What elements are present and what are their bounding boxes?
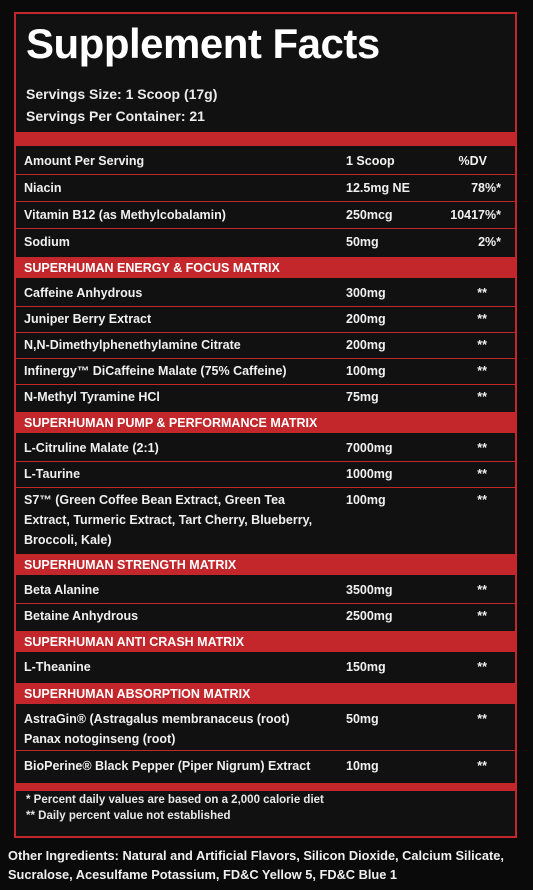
ingredient-amount: 250mcg	[346, 208, 393, 222]
table-row	[16, 603, 515, 629]
divider	[16, 750, 515, 751]
ingredient-name: N-Methyl Tyramine HCl	[24, 390, 160, 404]
ingredient-dv: **	[477, 364, 487, 378]
ingredient-name: S7™ (Green Coffee Bean Extract, Green Tea Extract, Turmeric Extract, Tart Cherry, Blueberry, Broccoli, Kale)	[24, 493, 313, 547]
ingredient-name: Sodium	[24, 235, 70, 249]
ingredient-name: N,N-Dimethylphenethylamine Citrate	[24, 338, 241, 352]
ingredient-dv: 78%*	[471, 181, 501, 195]
matrix-title: SUPERHUMAN ANTI CRASH MATRIX	[24, 635, 245, 649]
table-row	[16, 384, 515, 410]
table-row	[16, 202, 515, 228]
table-row	[16, 358, 515, 384]
ingredient-name: Niacin	[24, 181, 62, 195]
ingredient-name: Betaine Anhydrous	[24, 609, 139, 623]
ingredient-amount: 12.5mg NE	[346, 181, 410, 195]
ingredient-amount: 1000mg	[346, 467, 393, 481]
matrix-title: SUPERHUMAN ABSORPTION MATRIX	[24, 687, 251, 701]
ingredient-name: BioPerine® Black Pepper (Piper Nigrum) Extract	[24, 759, 311, 773]
table-row	[16, 706, 515, 750]
table-row	[16, 753, 515, 779]
ingredient-amount: 50mg	[346, 712, 379, 726]
servings-size: Servings Size: 1 Scoop (17g)	[26, 86, 218, 102]
ingredient-amount: 100mg	[346, 364, 386, 378]
matrix-title: SUPERHUMAN PUMP & PERFORMANCE MATRIX	[24, 416, 318, 430]
ingredient-dv: **	[477, 390, 487, 404]
thick-divider	[16, 783, 515, 791]
table-row	[16, 654, 515, 680]
table-row	[16, 435, 515, 461]
header-dv: %DV	[458, 154, 487, 168]
ingredient-amount: 10mg	[346, 759, 379, 773]
table-row	[16, 306, 515, 332]
ingredient-dv: **	[477, 441, 487, 455]
ingredient-dv: **	[477, 286, 487, 300]
ingredient-amount: 3500mg	[346, 583, 393, 597]
table-row	[16, 175, 515, 201]
matrix-title: SUPERHUMAN STRENGTH MATRIX	[24, 558, 237, 572]
ingredient-name: AstraGin® (Astragalus membranaceus (root) Panax notoginseng (root)	[24, 712, 290, 746]
table-row	[16, 577, 515, 603]
matrix-header-energy	[16, 257, 515, 278]
ingredient-dv: **	[477, 759, 487, 773]
ingredient-amount: 7000mg	[346, 441, 393, 455]
ingredient-amount: 200mg	[346, 312, 386, 326]
ingredient-dv: 2%*	[478, 235, 501, 249]
header-label: Amount Per Serving	[24, 154, 145, 168]
table-row	[16, 461, 515, 487]
ingredient-dv: **	[477, 583, 487, 597]
ingredient-dv: 10417%*	[450, 208, 501, 222]
servings-per-container: Servings Per Container: 21	[26, 108, 205, 124]
matrix-header-anticrash	[16, 631, 515, 652]
ingredient-amount: 300mg	[346, 286, 386, 300]
table-row	[16, 332, 515, 358]
matrix-header-strength	[16, 554, 515, 575]
ingredient-dv: **	[477, 467, 487, 481]
ingredient-name: Beta Alanine	[24, 583, 100, 597]
ingredient-name: Caffeine Anhydrous	[24, 286, 143, 300]
table-row	[16, 280, 515, 306]
header-amount: 1 Scoop	[346, 154, 395, 168]
ingredient-dv: **	[477, 493, 487, 507]
page-title: Supplement Facts	[26, 20, 380, 67]
ingredient-amount: 50mg	[346, 235, 379, 249]
footnote-percent: * Percent daily values are based on a 2,000 calorie diet	[26, 794, 324, 806]
ingredient-dv: **	[477, 312, 487, 326]
matrix-header-pump	[16, 412, 515, 433]
ingredient-dv: **	[477, 712, 487, 726]
ingredient-amount: 150mg	[346, 660, 386, 674]
thick-divider	[16, 132, 515, 146]
supplement-facts-panel	[14, 12, 517, 838]
ingredient-dv: **	[477, 338, 487, 352]
ingredient-name: L-Citruline Malate (2:1)	[24, 441, 159, 455]
ingredient-amount: 2500mg	[346, 609, 393, 623]
ingredient-amount: 200mg	[346, 338, 386, 352]
matrix-title: SUPERHUMAN ENERGY & FOCUS MATRIX	[24, 261, 280, 275]
ingredient-dv: **	[477, 609, 487, 623]
ingredient-amount: 100mg	[346, 493, 386, 507]
matrix-header-absorption	[16, 683, 515, 704]
other-ingredients: Other Ingredients: Natural and Artificial Flavors, Silicon Dioxide, Calcium Silicate, Sucralose, Acesulfame Potassium, FD&C Yellow 5, FD&C Blue 1	[8, 848, 504, 882]
ingredient-name: L-Taurine	[24, 467, 81, 481]
table-row	[16, 487, 515, 553]
ingredient-amount: 75mg	[346, 390, 379, 404]
footnote-not-established: ** Daily percent value not established	[26, 810, 231, 822]
ingredient-dv: **	[477, 660, 487, 674]
ingredient-name: Vitamin B12 (as Methylcobalamin)	[24, 208, 226, 222]
ingredient-name: Juniper Berry Extract	[24, 312, 152, 326]
ingredient-name: Infinergy™ DiCaffeine Malate (75% Caffeine)	[24, 364, 287, 378]
ingredient-name: L-Theanine	[24, 660, 91, 674]
amount-per-serving-row	[16, 148, 515, 174]
table-row	[16, 229, 515, 255]
